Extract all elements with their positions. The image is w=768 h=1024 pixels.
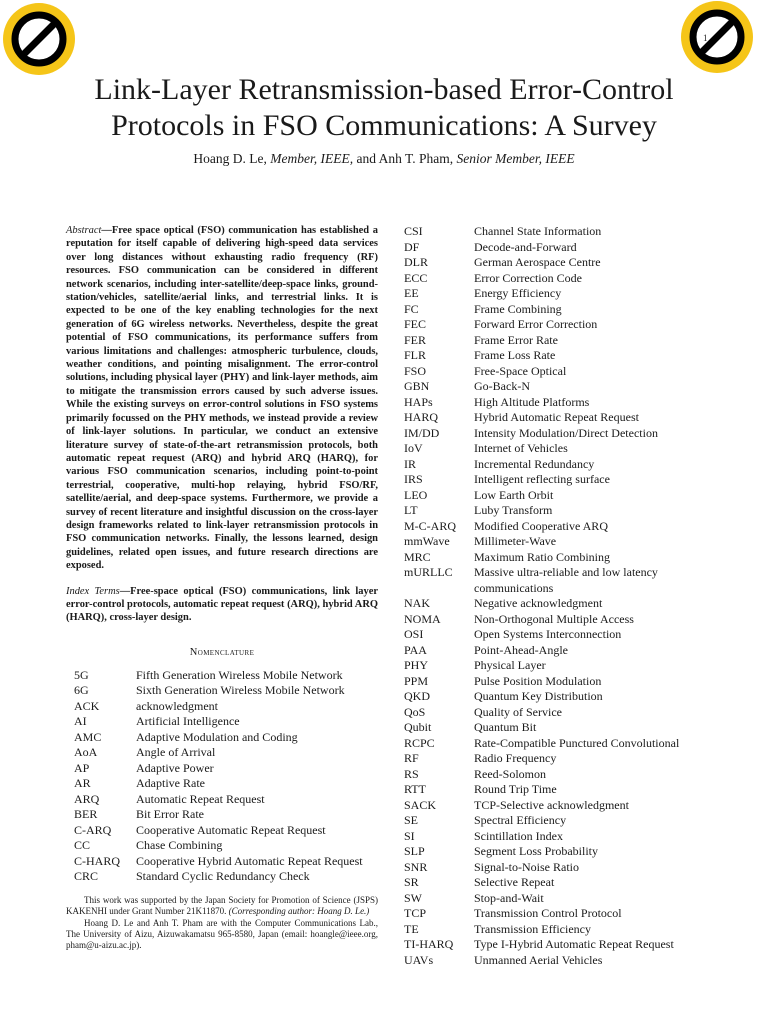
nomenclature-definition: Forward Error Correction [474,317,598,331]
nomenclature-abbreviation: GBN [404,379,430,393]
nomenclature-abbreviation: FER [404,332,427,347]
nomenclature-definition: Quantum Bit [474,720,537,734]
nomenclature-row [66,761,378,777]
nomenclature-row [404,643,714,659]
nomenclature-abbreviation: PHY [404,658,429,672]
nomenclature-definition: Physical Layer [474,658,546,672]
nomenclature-abbreviation: C-ARQ [74,822,112,837]
nomenclature-abbreviation: AMC [74,729,102,744]
nomenclature-abbreviation: LEO [404,487,428,502]
nomenclature-row [66,807,378,823]
nomenclature-row [404,395,714,411]
author-connector: and Anh T. Pham, [353,151,457,166]
nomenclature-definition: Transmission Control Protocol [474,906,622,920]
nomenclature-definition: Free-Space Optical [474,363,567,378]
page-number: 1 [703,33,708,43]
nomenclature-row [404,255,714,271]
nomenclature-row [404,860,714,876]
nomenclature-abbreviation: Qubit [404,720,432,734]
nomenclature-abbreviation: SW [404,890,422,905]
nomenclature-abbreviation: M-C-ARQ [404,518,457,533]
nomenclature-definition: Energy Efficiency [474,286,562,300]
nomenclature-definition: Chase Combining [136,838,223,853]
footnote-funding [66,895,378,918]
nomenclature-row [404,596,714,612]
nomenclature-abbreviation: TE [404,921,419,936]
nomenclature-row [404,674,714,690]
nomenclature-abbreviation: NOMA [404,611,441,626]
nomenclature-definition: Negative acknowledgment [474,596,603,610]
abstract-label: Abstract [66,225,102,236]
nomenclature-abbreviation: mURLLC [404,565,453,579]
nomenclature-list-right [404,224,714,968]
nomenclature-row [404,302,714,318]
nomenclature-definition: Selective Repeat [474,875,555,889]
nomenclature-definition: acknowledgment [136,698,218,713]
nomenclature-row [66,854,378,870]
nomenclature-row [66,823,378,839]
nomenclature-row [404,348,714,364]
nomenclature-row [404,627,714,643]
nomenclature-abbreviation: RTT [404,782,426,796]
title-line-2: Protocols in FSO Communications: A Survey [111,109,657,142]
nomenclature-row [66,683,378,699]
nomenclature-abbreviation: CRC [74,869,99,884]
nomenclature-abbreviation: SACK [404,797,437,812]
nomenclature-abbreviation: TI-HARQ [404,937,454,951]
abstract [66,224,378,573]
nomenclature-definition: Frame Loss Rate [474,348,556,362]
nomenclature-row [404,720,714,736]
nomenclature-row [404,953,714,969]
nomenclature-definition: Transmission Efficiency [474,921,591,936]
nomenclature-definition: Maximum Ratio Combining [474,549,611,564]
nomenclature-definition: Intensity Modulation/Direct Detection [474,425,658,440]
prohibition-badge-icon [2,2,76,76]
nomenclature-row [404,875,714,891]
nomenclature-row [66,745,378,761]
nomenclature-abbreviation: ACK [74,698,100,713]
nomenclature-definition: Frame Combining [474,301,562,316]
nomenclature-row [404,457,714,473]
nomenclature-abbreviation: C-HARQ [74,853,121,868]
nomenclature-definition: Rate-Compatible Punctured Convolutional [474,735,680,750]
nomenclature-abbreviation: ARQ [74,791,100,806]
nomenclature-abbreviation: HARQ [404,410,439,424]
nomenclature-abbreviation: RCPC [404,735,435,750]
nomenclature-definition: Intelligent reflecting surface [474,472,610,486]
nomenclature-abbreviation: BER [74,807,98,822]
nomenclature-row [404,782,714,798]
nomenclature-abbreviation: FSO [404,363,427,378]
nomenclature-row [404,472,714,488]
nomenclature-abbreviation: RS [404,766,419,781]
nomenclature-row [404,922,714,938]
nomenclature-definition: Cooperative Automatic Repeat Request [136,822,326,837]
nomenclature-definition: Fifth Generation Wireless Mobile Network [136,667,343,682]
nomenclature-definition: Modified Cooperative ARQ [474,518,608,533]
index-terms [66,585,378,625]
nomenclature-abbreviation: PAA [404,642,427,657]
nomenclature-row [66,792,378,808]
nomenclature-definition: Radio Frequency [474,751,557,765]
title-line-1: Link-Layer Retransmission-based Error-Control [94,73,674,106]
nomenclature-row [404,519,714,535]
nomenclature-row [404,534,714,550]
nomenclature-abbreviation: QoS [404,704,426,719]
nomenclature-abbreviation: IR [404,456,416,471]
nomenclature-definition: High Altitude Platforms [474,394,590,409]
nomenclature-definition: Pulse Position Modulation [474,673,602,688]
nomenclature-abbreviation: FLR [404,348,427,362]
nomenclature-row [66,869,378,885]
nomenclature-abbreviation: SLP [404,844,425,858]
nomenclature-definition: Sixth Generation Wireless Mobile Network [136,683,345,698]
nomenclature-abbreviation: FC [404,301,419,316]
nomenclature-abbreviation: DF [404,239,420,254]
nomenclature-row [404,240,714,256]
footnote-affiliation: Hoang D. Le and Anh T. Pham are with the Computer Communications Lab., The University of Aizu, Aizuwakamatsu 965-8580, Japan (email: hoangle@ieee.org, pham@u-aizu.ac.jp). [66,917,378,951]
nomenclature-row [404,705,714,721]
nomenclature-row [66,838,378,854]
nomenclature-row [404,410,714,426]
nomenclature-abbreviation: MRC [404,549,431,564]
nomenclature-row [404,441,714,457]
nomenclature-row [404,317,714,333]
nomenclature-definition: Scintillation Index [474,828,563,843]
nomenclature-definition: German Aerospace Centre [474,255,601,269]
prohibition-badge-icon [680,0,754,74]
author-role-2: Senior Member, IEEE [456,151,575,166]
right-column [404,224,714,968]
paper-title [40,72,728,144]
nomenclature-row [404,813,714,829]
nomenclature-definition: Reed-Solomon [474,766,546,781]
nomenclature-abbreviation: 6G [74,683,89,698]
footnote-funding-text: This work was supported by the Japan Society for Promotion of Science (JSPS) KAKENHI under Grant Number 21K11870. [66,895,378,917]
nomenclature-definition: Standard Cyclic Redundancy Check [136,869,310,884]
footnote [66,895,378,951]
nomenclature-row [66,699,378,715]
nomenclature-row [404,689,714,705]
nomenclature-abbreviation: HAPs [404,394,433,409]
nomenclature-abbreviation: IM/DD [404,425,440,440]
nomenclature-abbreviation: FEC [404,317,427,331]
nomenclature-row [404,829,714,845]
nomenclature-abbreviation: IoV [404,441,423,455]
nomenclature-row [404,271,714,287]
nomenclature-row [404,798,714,814]
nomenclature-row [404,736,714,752]
nomenclature-row [66,714,378,730]
nomenclature-row [404,658,714,674]
nomenclature-abbreviation: SI [404,828,415,843]
nomenclature-abbreviation: QKD [404,689,430,703]
nomenclature-definition: Stop-and-Wait [474,890,544,905]
nomenclature-row [404,937,714,953]
nomenclature-abbreviation: UAVs [404,952,434,967]
nomenclature-definition: Error Correction Code [474,270,582,285]
nomenclature-row [404,379,714,395]
nomenclature-row [404,751,714,767]
nomenclature-definition: Low Earth Orbit [474,487,554,502]
footnote-corresponding: (Corresponding author: Hoang D. Le.) [228,906,370,917]
nomenclature-row [404,364,714,380]
author-name-1: Hoang D. Le, [193,151,271,166]
nomenclature-row [404,891,714,907]
nomenclature-definition: Signal-to-Noise Ratio [474,859,579,874]
nomenclature-definition: Channel State Information [474,224,602,238]
nomenclature-row [66,776,378,792]
nomenclature-row [66,730,378,746]
nomenclature-definition: Unmanned Aerial Vehicles [474,952,603,967]
nomenclature-definition: Decode-and-Forward [474,239,577,254]
nomenclature-definition: Bit Error Rate [136,807,204,822]
nomenclature-definition: Go-Back-N [474,379,530,393]
nomenclature-definition: Adaptive Power [136,760,214,775]
nomenclature-definition: Quantum Key Distribution [474,689,603,703]
nomenclature-definition: Millimeter-Wave [474,534,557,548]
author-role-1: Member, IEEE, [270,151,354,166]
nomenclature-definition: Spectral Efficiency [474,813,567,827]
nomenclature-row [404,767,714,783]
nomenclature-definition: Automatic Repeat Request [136,791,265,806]
nomenclature-abbreviation: AR [74,776,91,791]
nomenclature-definition: Round Trip Time [474,782,557,796]
nomenclature-list-left [66,668,378,885]
nomenclature-heading: Nomenclature [189,646,255,658]
nomenclature-abbreviation: SNR [404,859,428,874]
nomenclature-abbreviation: DLR [404,255,428,269]
nomenclature-definition: Massive ultra-reliable and low latency communications [474,565,658,595]
abstract-text: —Free space optical (FSO) communication has established a reputation for itself capable of delivering high-speed data services over long distances without exhausting radio frequency (RF) resources. FSO communication can be considered in different network scenarios, including inter-satellite/deep-space links, ground-station/vehicles, satellite/aerial links, and terrestrial links. It is expected to be one of the key enabling technologies for the next generation of 6G wireless networks. Nevertheless, despite the great potential of FSO communications, its performance suffers from various limitations and challenges: atmospheric turbulence, clouds, weather conditions, and pointing misalignment. The error-control solutions, including physical layer (PHY) and link-layer methods, aim to mitigate the transmission errors caused by such adverse issues. While the existing surveys on error-control solutions in FSO systems primarily focussed on the PHY methods, we instead provide a review of link-layer solutions. In particular, we conduct an extensive literature survey of state-of-the-art retransmission protocols, both automatic repeat request (ARQ) and hybrid ARQ (HARQ), for various FSO communication scenarios, including point-to-point terrestrial, cooperative, multi-hop relaying, hybrid FSO/RF, satellite/aerial, and deep-space systems. Furthermore, we provide a survey of recent literature and insightful discussion on the cross-layer design frameworks related to link-layer retransmission protocols in FSO communication networks. Finally, the lessons learned, design guidelines, related open issues, and future research directions are exposed. [66,225,378,572]
nomenclature-abbreviation: PPM [404,673,429,688]
nomenclature-definition: Artificial Intelligence [136,714,240,729]
nomenclature-abbreviation: NAK [404,596,430,610]
nomenclature-abbreviation: ECC [404,270,428,285]
nomenclature-abbreviation: SR [404,875,419,889]
nomenclature-definition: Segment Loss Probability [474,844,598,858]
nomenclature-abbreviation: mmWave [404,534,450,548]
nomenclature-definition: Quality of Service [474,704,562,719]
nomenclature-row [404,612,714,628]
nomenclature-row [404,906,714,922]
author-line [40,150,728,168]
nomenclature-row [404,503,714,519]
nomenclature-abbreviation: AI [74,714,87,729]
nomenclature-definition: Non-Orthogonal Multiple Access [474,611,634,626]
nomenclature-abbreviation: EE [404,286,419,300]
nomenclature-definition: Type I-Hybrid Automatic Repeat Request [474,937,674,951]
nomenclature-definition: Cooperative Hybrid Automatic Repeat Request [136,853,363,868]
nomenclature-definition: Adaptive Rate [136,776,205,791]
nomenclature-definition: Incremental Redundancy [474,456,595,471]
nomenclature-abbreviation: 5G [74,667,89,682]
nomenclature-definition: Point-Ahead-Angle [474,642,568,657]
nomenclature-row [404,426,714,442]
nomenclature-row [404,844,714,860]
nomenclature-abbreviation: TCP [404,906,427,920]
nomenclature-abbreviation: IRS [404,472,423,486]
nomenclature-row [404,333,714,349]
nomenclature-abbreviation: AP [74,760,90,775]
nomenclature-abbreviation: OSI [404,627,424,641]
nomenclature-definition: Frame Error Rate [474,332,558,347]
nomenclature-row [404,565,714,596]
nomenclature-definition: Luby Transform [474,503,553,517]
nomenclature-definition: Angle of Arrival [136,745,216,760]
nomenclature-row [404,286,714,302]
index-terms-label: Index Terms [66,585,120,597]
index-terms-text: —Free-space optical (FSO) communications, link layer error-control protocols, automatic repeat request (ARQ), hybrid ARQ (HARQ), cross-layer design. [66,585,378,624]
nomenclature-definition: Hybrid Automatic Repeat Request [474,410,639,424]
nomenclature-row [404,224,714,240]
nomenclature-row [404,488,714,504]
nomenclature-abbreviation: CC [74,838,91,853]
left-column [66,224,378,885]
nomenclature-abbreviation: AoA [74,745,98,760]
nomenclature-definition: Open Systems Interconnection [474,627,622,641]
nomenclature-abbreviation: RF [404,751,419,765]
nomenclature-row [404,550,714,566]
nomenclature-definition: TCP-Selective acknowledgment [474,797,629,812]
nomenclature-definition: Adaptive Modulation and Coding [136,729,298,744]
nomenclature-abbreviation: SE [404,813,419,827]
nomenclature-row [66,668,378,684]
nomenclature-definition: Internet of Vehicles [474,441,568,455]
nomenclature-abbreviation: LT [404,503,418,517]
nomenclature-abbreviation: CSI [404,224,423,238]
